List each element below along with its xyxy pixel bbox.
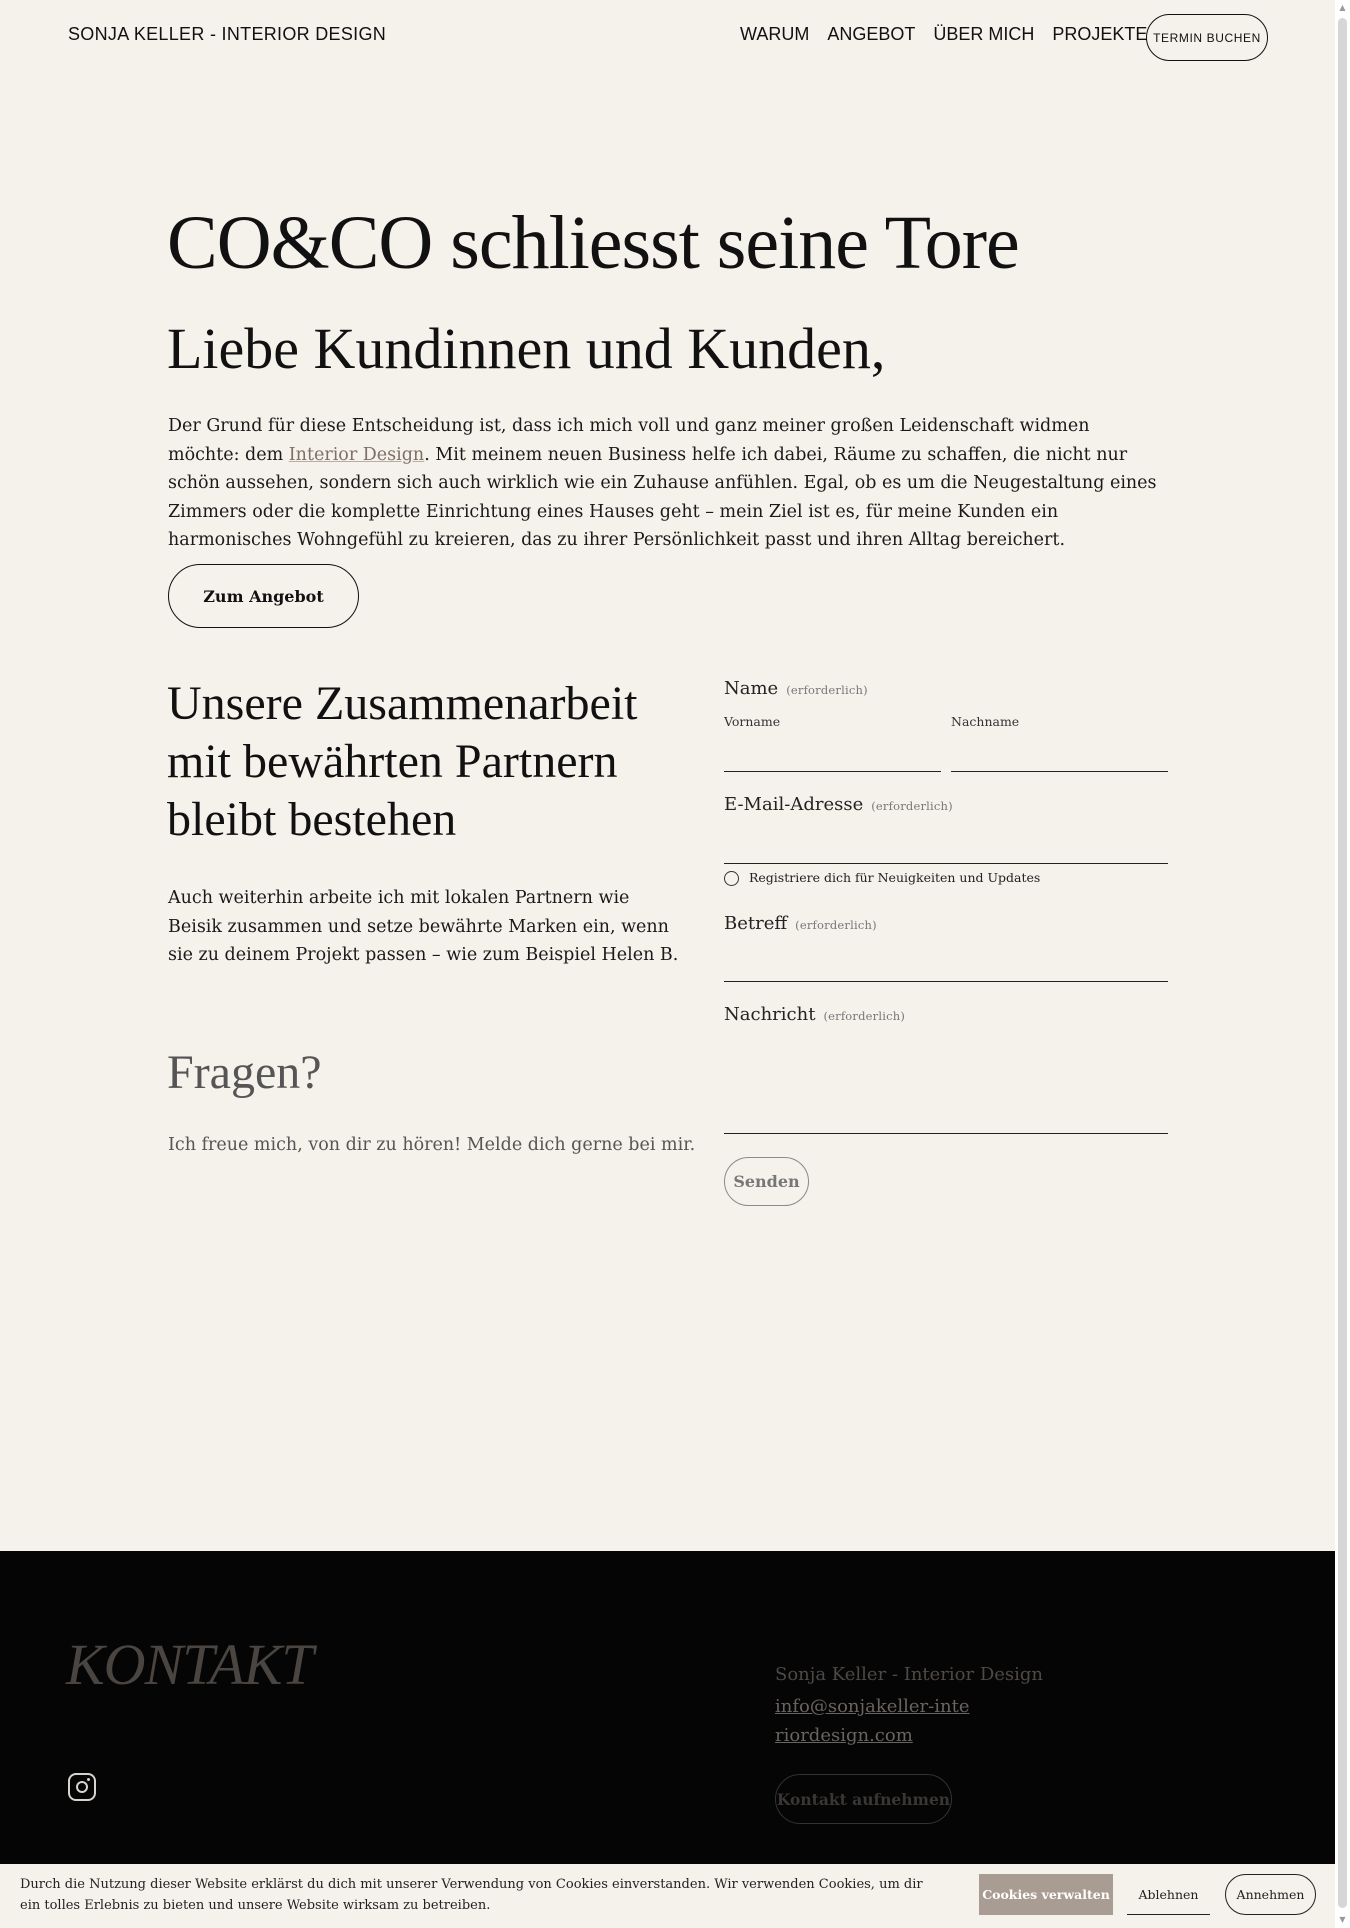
first-name-label: Vorname [724, 714, 781, 729]
message-textarea[interactable] [724, 1040, 1168, 1134]
questions-text: Ich freue mich, von dir zu hören! Melde dich gerne bei mir. [168, 1135, 696, 1155]
email-input[interactable] [724, 838, 1168, 864]
accept-cookies-button[interactable]: Annehmen [1225, 1874, 1316, 1915]
last-name-input[interactable] [951, 746, 1168, 772]
greeting-heading: Liebe Kundinnen und Kunden, [167, 316, 886, 381]
partners-heading: Unsere Zusammenarbeit mit bewährten Partnern bleibt bestehen [167, 677, 638, 846]
cookie-text: Durch die Nutzung dieser Website erklärst du dich mit unserer Verwendung von Cookies einverstanden. Wir verwenden Cookies, um dir ein tolles Erlebnis zu bieten und unsere Website wirksam zu betreiben. [20, 1877, 923, 1913]
required-hint: (erforderlich) [786, 683, 868, 697]
message-label-text: Nachricht [724, 1004, 816, 1025]
partners-text: Auch weiterhin arbeite ich mit lokalen Partnern wie Beisik zusammen und setze bewährte Marken ein, wenn sie zu deinem Projekt passen – wie zum Beispiel Helen B. [168, 888, 679, 965]
nav-projekte[interactable]: PROJEKTE [1052, 24, 1148, 44]
footer-company-name: Sonja Keller - Interior Design [775, 1664, 1044, 1685]
intro-text-start: Der Grund für diese Entscheidung ist, dass ich mich voll und ganz meiner großen Leidenschaft widmen möchte: dem [168, 416, 1090, 465]
name-label-text: Name [724, 678, 779, 699]
interior-design-link[interactable]: Interior Design [288, 444, 425, 465]
site-header [0, 0, 1335, 70]
intro-paragraph [168, 412, 1158, 555]
site-logo[interactable]: SONJA KELLER - INTERIOR DESIGN [68, 24, 387, 44]
instagram-icon[interactable] [68, 1773, 96, 1801]
nav-angebot[interactable]: ANGEBOT [827, 24, 916, 44]
last-name-label: Nachname [951, 714, 1020, 729]
subject-input[interactable] [724, 956, 1168, 982]
decline-cookies-button[interactable]: Ablehnen [1127, 1874, 1210, 1915]
newsletter-checkbox[interactable] [724, 871, 739, 886]
manage-cookies-button[interactable]: Cookies verwalten [979, 1874, 1113, 1915]
main-nav [740, 24, 1165, 45]
newsletter-label[interactable]: Registriere dich für Neuigkeiten und Updates [749, 870, 1041, 885]
cookie-banner [0, 1864, 1335, 1928]
required-hint: (erforderlich) [871, 799, 953, 813]
required-hint: (erforderlich) [795, 918, 877, 932]
subject-label [724, 913, 877, 934]
required-hint: (erforderlich) [823, 1009, 906, 1023]
nav-warum[interactable]: WARUM [740, 24, 810, 44]
footer-contact-heading: KONTAKT [66, 1632, 313, 1697]
intro-text-end: . Mit meinem neuen Business helfe ich dabei, Räume zu schaffen, die nicht nur schön aussehen, sondern sich auch wirklich wie ein Zuhause anfühlen. Egal, ob es um die Neugestaltung eines Zimmers oder die komplette Einrichtung eines Hauses geht – mein Ziel ist es, für meine Kunden ein harmonisches Wohngefühl zu kreieren, das zu ihrer Persönlichkeit passt und ihren Alltag bereichert. [168, 444, 1157, 550]
send-button[interactable]: Senden [724, 1157, 809, 1206]
scroll-up-icon[interactable]: ▲ [1339, 3, 1346, 12]
page-title: CO&CO schliesst seine Tore [167, 201, 1019, 285]
name-label [724, 678, 868, 699]
footer-contact-button[interactable]: Kontakt aufnehmen [775, 1774, 952, 1824]
first-name-input[interactable] [724, 746, 941, 772]
offer-button[interactable]: Zum Angebot [168, 564, 359, 628]
subject-label-text: Betreff [724, 913, 788, 934]
nav-ueber-mich[interactable]: ÜBER MICH [933, 24, 1035, 44]
questions-heading: Fragen? [167, 1046, 322, 1099]
book-appointment-button[interactable]: TERMIN BUCHEN [1146, 14, 1268, 61]
scrollbar-thumb[interactable] [1338, 18, 1347, 1908]
scrollbar[interactable] [1335, 0, 1350, 1928]
footer-email-link[interactable]: info@sonjakeller-interiordesign.com [775, 1696, 970, 1746]
email-label-text: E-Mail-Adresse [724, 794, 864, 815]
message-label [724, 1004, 905, 1025]
email-label [724, 794, 953, 815]
scroll-down-icon[interactable]: ▼ [1339, 1915, 1346, 1924]
